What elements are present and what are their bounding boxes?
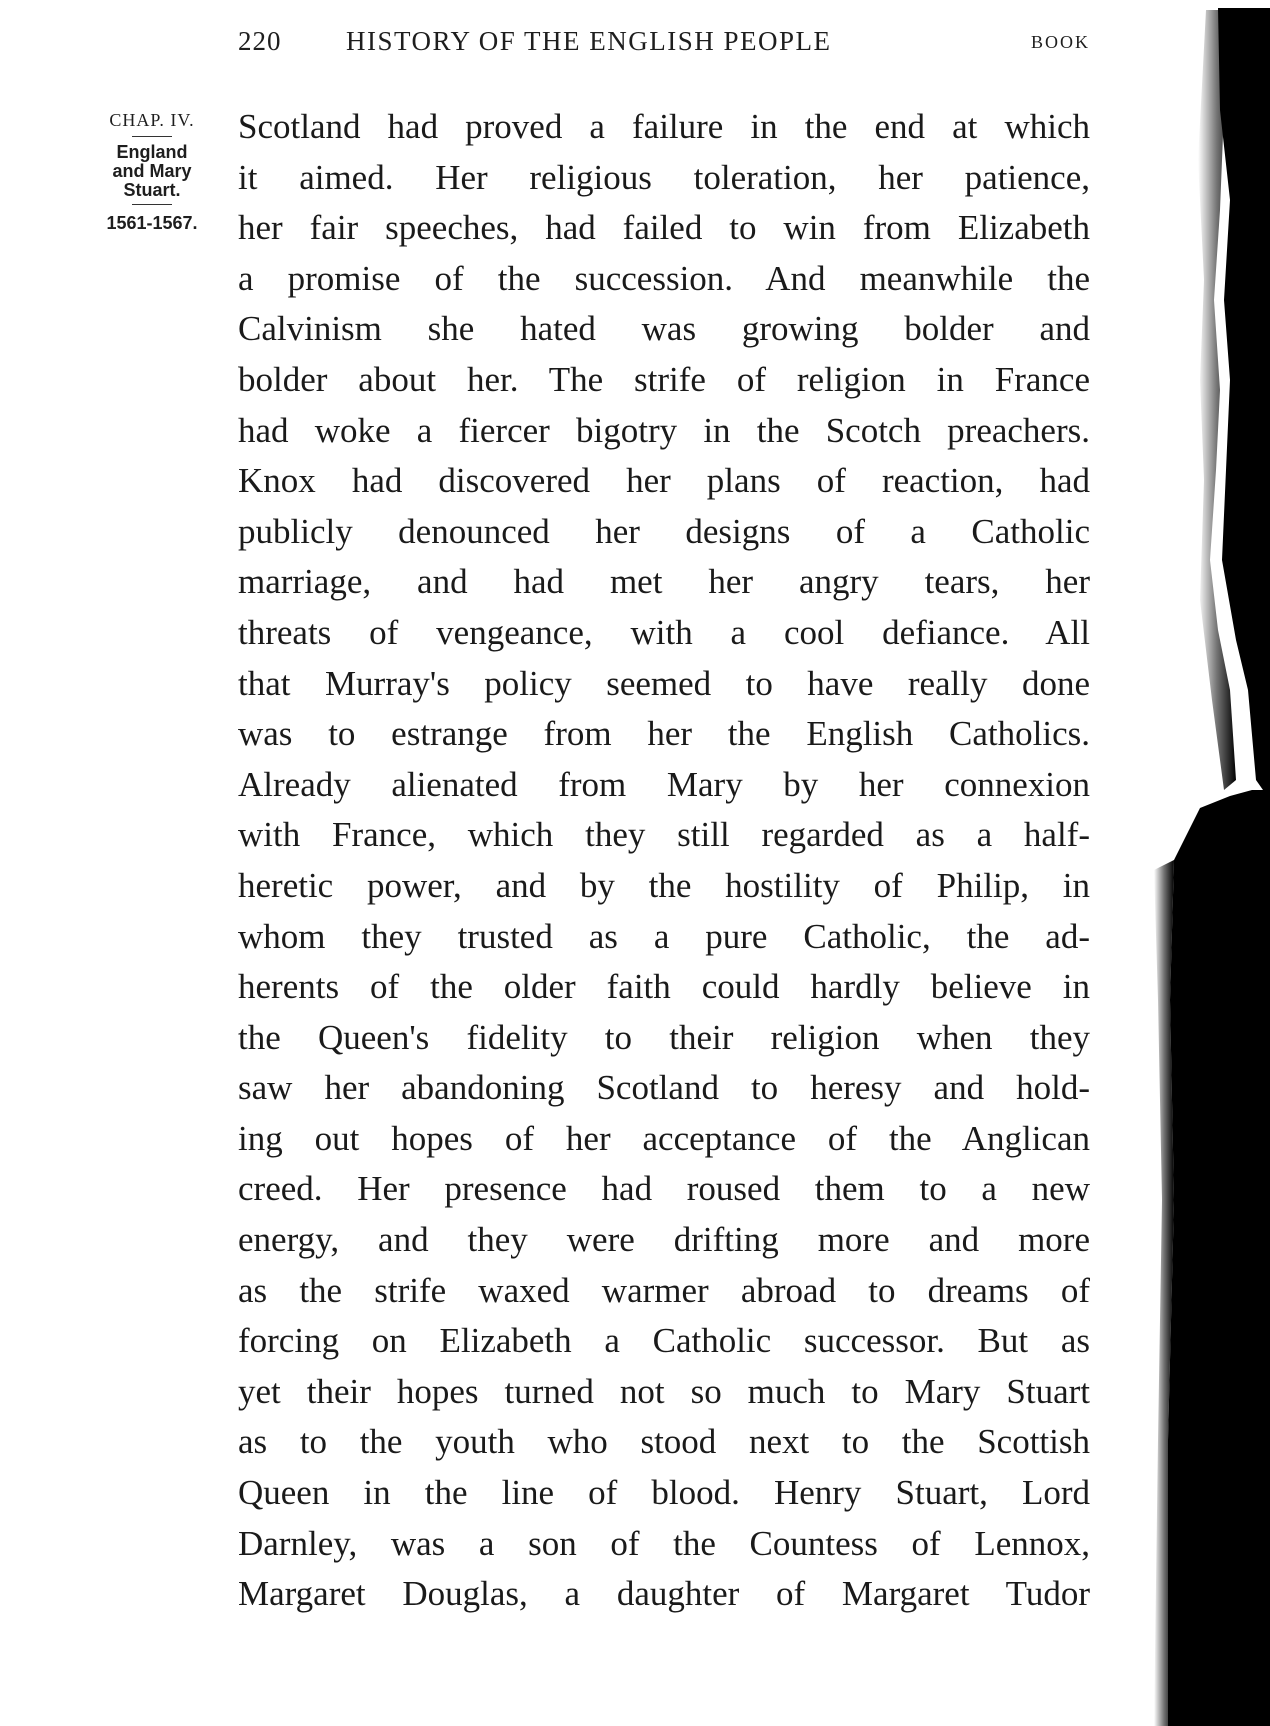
text-line: energy, and they were drifting more and more xyxy=(238,1220,1090,1260)
text-line: marriage, and had met her angry tears, her xyxy=(238,562,1090,602)
text-line: Calvinism she hated was growing bolder and xyxy=(238,309,1090,349)
body-text xyxy=(238,102,1090,1620)
text-line: as to the youth who stood next to the Scottish xyxy=(238,1422,1090,1462)
date-note: 1561-1567. xyxy=(106,213,198,233)
text-line: publicly denounced her designs of a Catholic xyxy=(238,511,1090,551)
text-line: as the strife waxed warmer abroad to dreams of xyxy=(238,1270,1090,1310)
margin-divider xyxy=(132,136,172,137)
text-line: creed. Her presence had roused them to a new xyxy=(238,1169,1090,1209)
topic-note-line: Stuart. xyxy=(123,180,181,200)
text-line: forcing on Elizabeth a Catholic successor. But as xyxy=(238,1321,1090,1361)
text-line: her fair speeches, had failed to win from Elizabeth xyxy=(238,208,1090,248)
text-line: a promise of the succession. And meanwhile the xyxy=(238,258,1090,298)
text-line: Already alienated from Mary by her connexion xyxy=(238,764,1090,804)
text-line: Scotland had proved a failure in the end at which xyxy=(238,107,1090,146)
text-line: Queen in the line of blood. Henry Stuart, Lord xyxy=(238,1473,1090,1513)
margin-divider xyxy=(132,204,172,205)
text-line: saw her abandoning Scotland to heresy and hold- xyxy=(238,1068,1090,1108)
scan-edge-lower xyxy=(1168,790,1270,1726)
topic-note-line: and Mary xyxy=(112,161,192,181)
chapter-label: CHAP. IV. xyxy=(109,110,195,130)
book-label: BOOK xyxy=(1030,32,1090,52)
text-line: that Murray's policy seemed to have really done xyxy=(238,663,1090,703)
text-line: Darnley, was a son of the Countess of Lennox, xyxy=(238,1523,1090,1563)
page-number: 220 xyxy=(238,26,282,56)
text-line: Margaret Douglas, a daughter of Margaret Tudor xyxy=(238,1574,1090,1614)
text-line: the Queen's fidelity to their religion when they xyxy=(238,1017,1090,1057)
text-line: herents of the older faith could hardly believe in xyxy=(238,967,1090,1007)
text-line: Knox had discovered her plans of reaction, had xyxy=(238,461,1090,501)
text-line: threats of vengeance, with a cool defiance. All xyxy=(238,612,1090,652)
text-line: ing out hopes of her acceptance of the Anglican xyxy=(238,1118,1090,1158)
text-line: with France, which they still regarded as a half- xyxy=(238,815,1090,855)
text-line: heretic power, and by the hostility of Philip, in xyxy=(238,865,1090,905)
text-line: it aimed. Her religious toleration, her patience, xyxy=(238,157,1090,197)
running-head xyxy=(238,26,1090,66)
text-line: yet their hopes turned not so much to Mary Stuart xyxy=(238,1371,1090,1411)
book-title: HISTORY OF THE ENGLISH PEOPLE xyxy=(346,26,832,56)
scan-shadow-edge xyxy=(1140,0,1270,1726)
text-line: whom they trusted as a pure Catholic, the ad- xyxy=(238,916,1090,956)
topic-note-line: England xyxy=(116,142,188,162)
text-line: bolder about her. The strife of religion in France xyxy=(238,359,1090,399)
text-line: had woke a fiercer bigotry in the Scotch preachers. xyxy=(238,410,1090,450)
text-line: was to estrange from her the English Catholics. xyxy=(238,714,1090,754)
margin-notes xyxy=(90,108,214,235)
